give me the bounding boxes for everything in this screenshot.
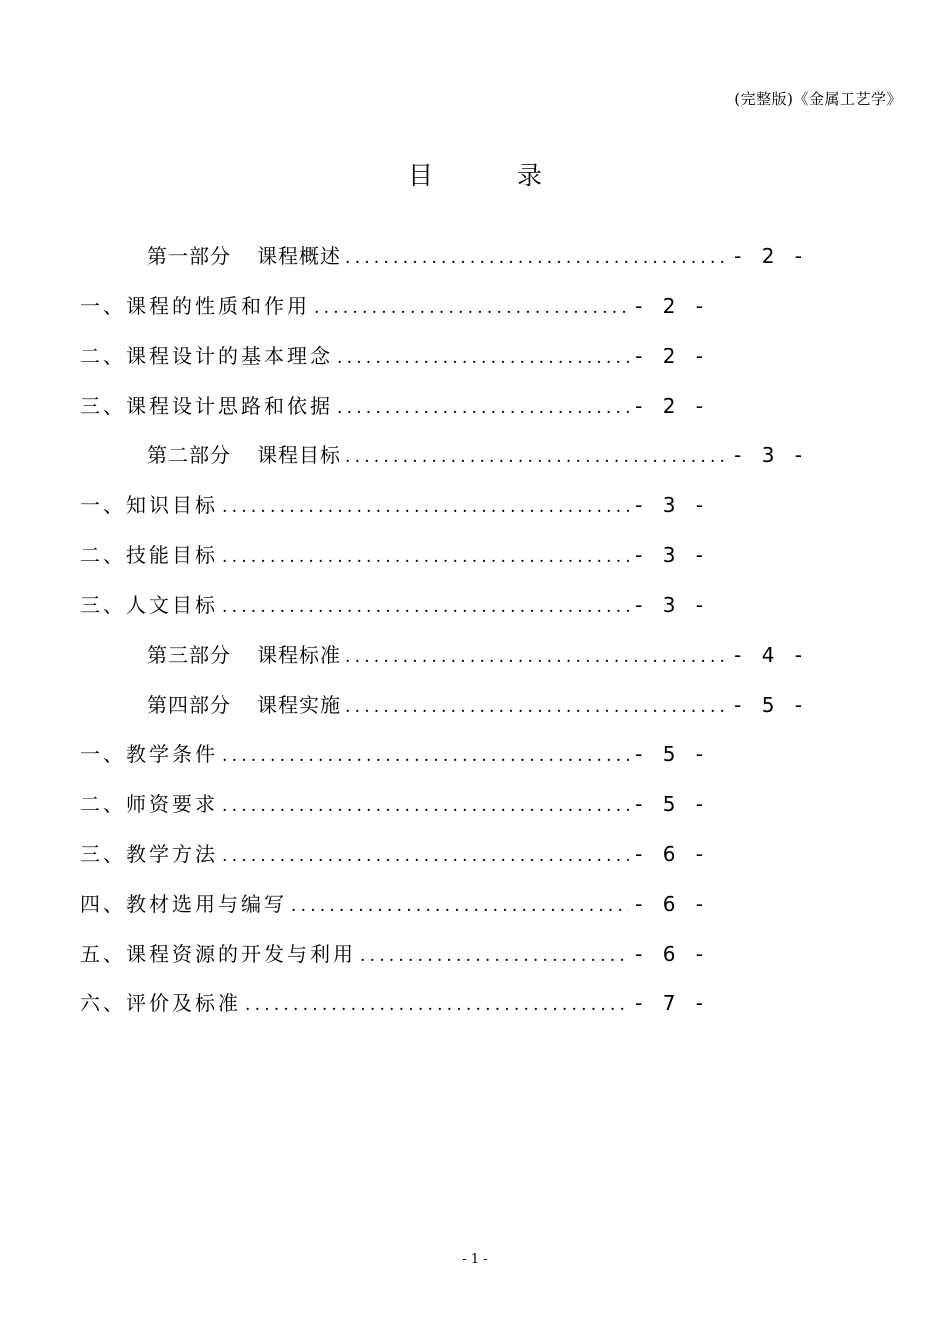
toc-dot-leader: [222, 490, 629, 522]
toc-entry-4-2[interactable]: [80, 787, 710, 821]
toc-dot-leader: [360, 939, 629, 971]
toc-dot-leader: [222, 839, 629, 871]
toc-entry-2-3[interactable]: [80, 588, 710, 622]
toc-dot-leader: [291, 889, 629, 921]
toc-entry-label: 一、知识目标: [80, 493, 218, 517]
toc-page-number: - 2 -: [635, 394, 710, 418]
toc-dot-leader: [337, 341, 629, 373]
toc-entry-1-3[interactable]: [80, 389, 710, 423]
document-header: (完整版)《金属工艺学》: [734, 90, 902, 108]
toc-entry-label: 第三部分 课程标准: [147, 643, 341, 667]
toc-entry-4-4[interactable]: [80, 887, 710, 921]
toc-entry-4-5[interactable]: [80, 937, 710, 971]
toc-entry-part-4[interactable]: [147, 688, 809, 722]
toc-entry-label: 一、教学条件: [80, 742, 218, 766]
page-number-footer: - 1 -: [462, 1252, 488, 1267]
toc-entry-label: 一、课程的性质和作用: [80, 294, 310, 318]
toc-page-number: - 3 -: [635, 593, 710, 617]
toc-title: 目 录: [408, 161, 580, 190]
toc-dot-leader: [345, 690, 728, 722]
toc-entry-label: 第四部分 课程实施: [147, 693, 341, 717]
toc-page-number: - 2 -: [635, 344, 710, 368]
toc-entry-4-1[interactable]: [80, 737, 710, 771]
toc-entry-part-1[interactable]: [147, 239, 809, 273]
toc-entry-1-1[interactable]: [80, 289, 710, 323]
toc-entry-1-2[interactable]: [80, 339, 710, 373]
toc-dot-leader: [314, 291, 629, 323]
toc-entry-label: 五、课程资源的开发与利用: [80, 942, 356, 966]
toc-page-number: - 6 -: [635, 842, 710, 866]
toc-entry-label: 二、课程设计的基本理念: [80, 344, 333, 368]
toc-page-number: - 2 -: [734, 244, 809, 268]
toc-entry-4-3[interactable]: [80, 837, 710, 871]
toc-entry-label: 第一部分 课程概述: [147, 244, 341, 268]
toc-entry-label: 第二部分 课程目标: [147, 443, 341, 467]
toc-entry-part-3[interactable]: [147, 638, 809, 672]
toc-dot-leader: [345, 640, 728, 672]
toc-page-number: - 6 -: [635, 942, 710, 966]
toc-entry-2-2[interactable]: [80, 538, 710, 572]
toc-dot-leader: [222, 540, 629, 572]
toc-entry-4-6[interactable]: [80, 986, 710, 1020]
toc-dot-leader: [345, 440, 728, 472]
toc-dot-leader: [337, 391, 629, 423]
toc-page-number: - 3 -: [734, 443, 809, 467]
toc-entry-label: 三、人文目标: [80, 593, 218, 617]
toc-page-number: - 6 -: [635, 892, 710, 916]
toc-entry-label: 三、课程设计思路和依据: [80, 394, 333, 418]
toc-page-number: - 5 -: [635, 742, 710, 766]
toc-entry-label: 三、教学方法: [80, 842, 218, 866]
toc-page-number: - 2 -: [635, 294, 710, 318]
toc-page-number: - 4 -: [734, 643, 809, 667]
toc-dot-leader: [345, 241, 728, 273]
toc-entry-part-2[interactable]: [147, 438, 809, 472]
toc-page-number: - 3 -: [635, 543, 710, 567]
toc-page-number: - 7 -: [635, 991, 710, 1015]
toc-page-number: - 5 -: [635, 792, 710, 816]
toc-entry-label: 四、教材选用与编写: [80, 892, 287, 916]
toc-dot-leader: [222, 789, 629, 821]
toc-dot-leader: [245, 988, 629, 1020]
toc-entry-2-1[interactable]: [80, 488, 710, 522]
toc-entry-label: 六、评价及标准: [80, 991, 241, 1015]
toc-entry-label: 二、技能目标: [80, 543, 218, 567]
toc-page-number: - 3 -: [635, 493, 710, 517]
toc-dot-leader: [222, 590, 629, 622]
toc-dot-leader: [222, 739, 629, 771]
toc-page-number: - 5 -: [734, 693, 809, 717]
toc-entry-label: 二、师资要求: [80, 792, 218, 816]
